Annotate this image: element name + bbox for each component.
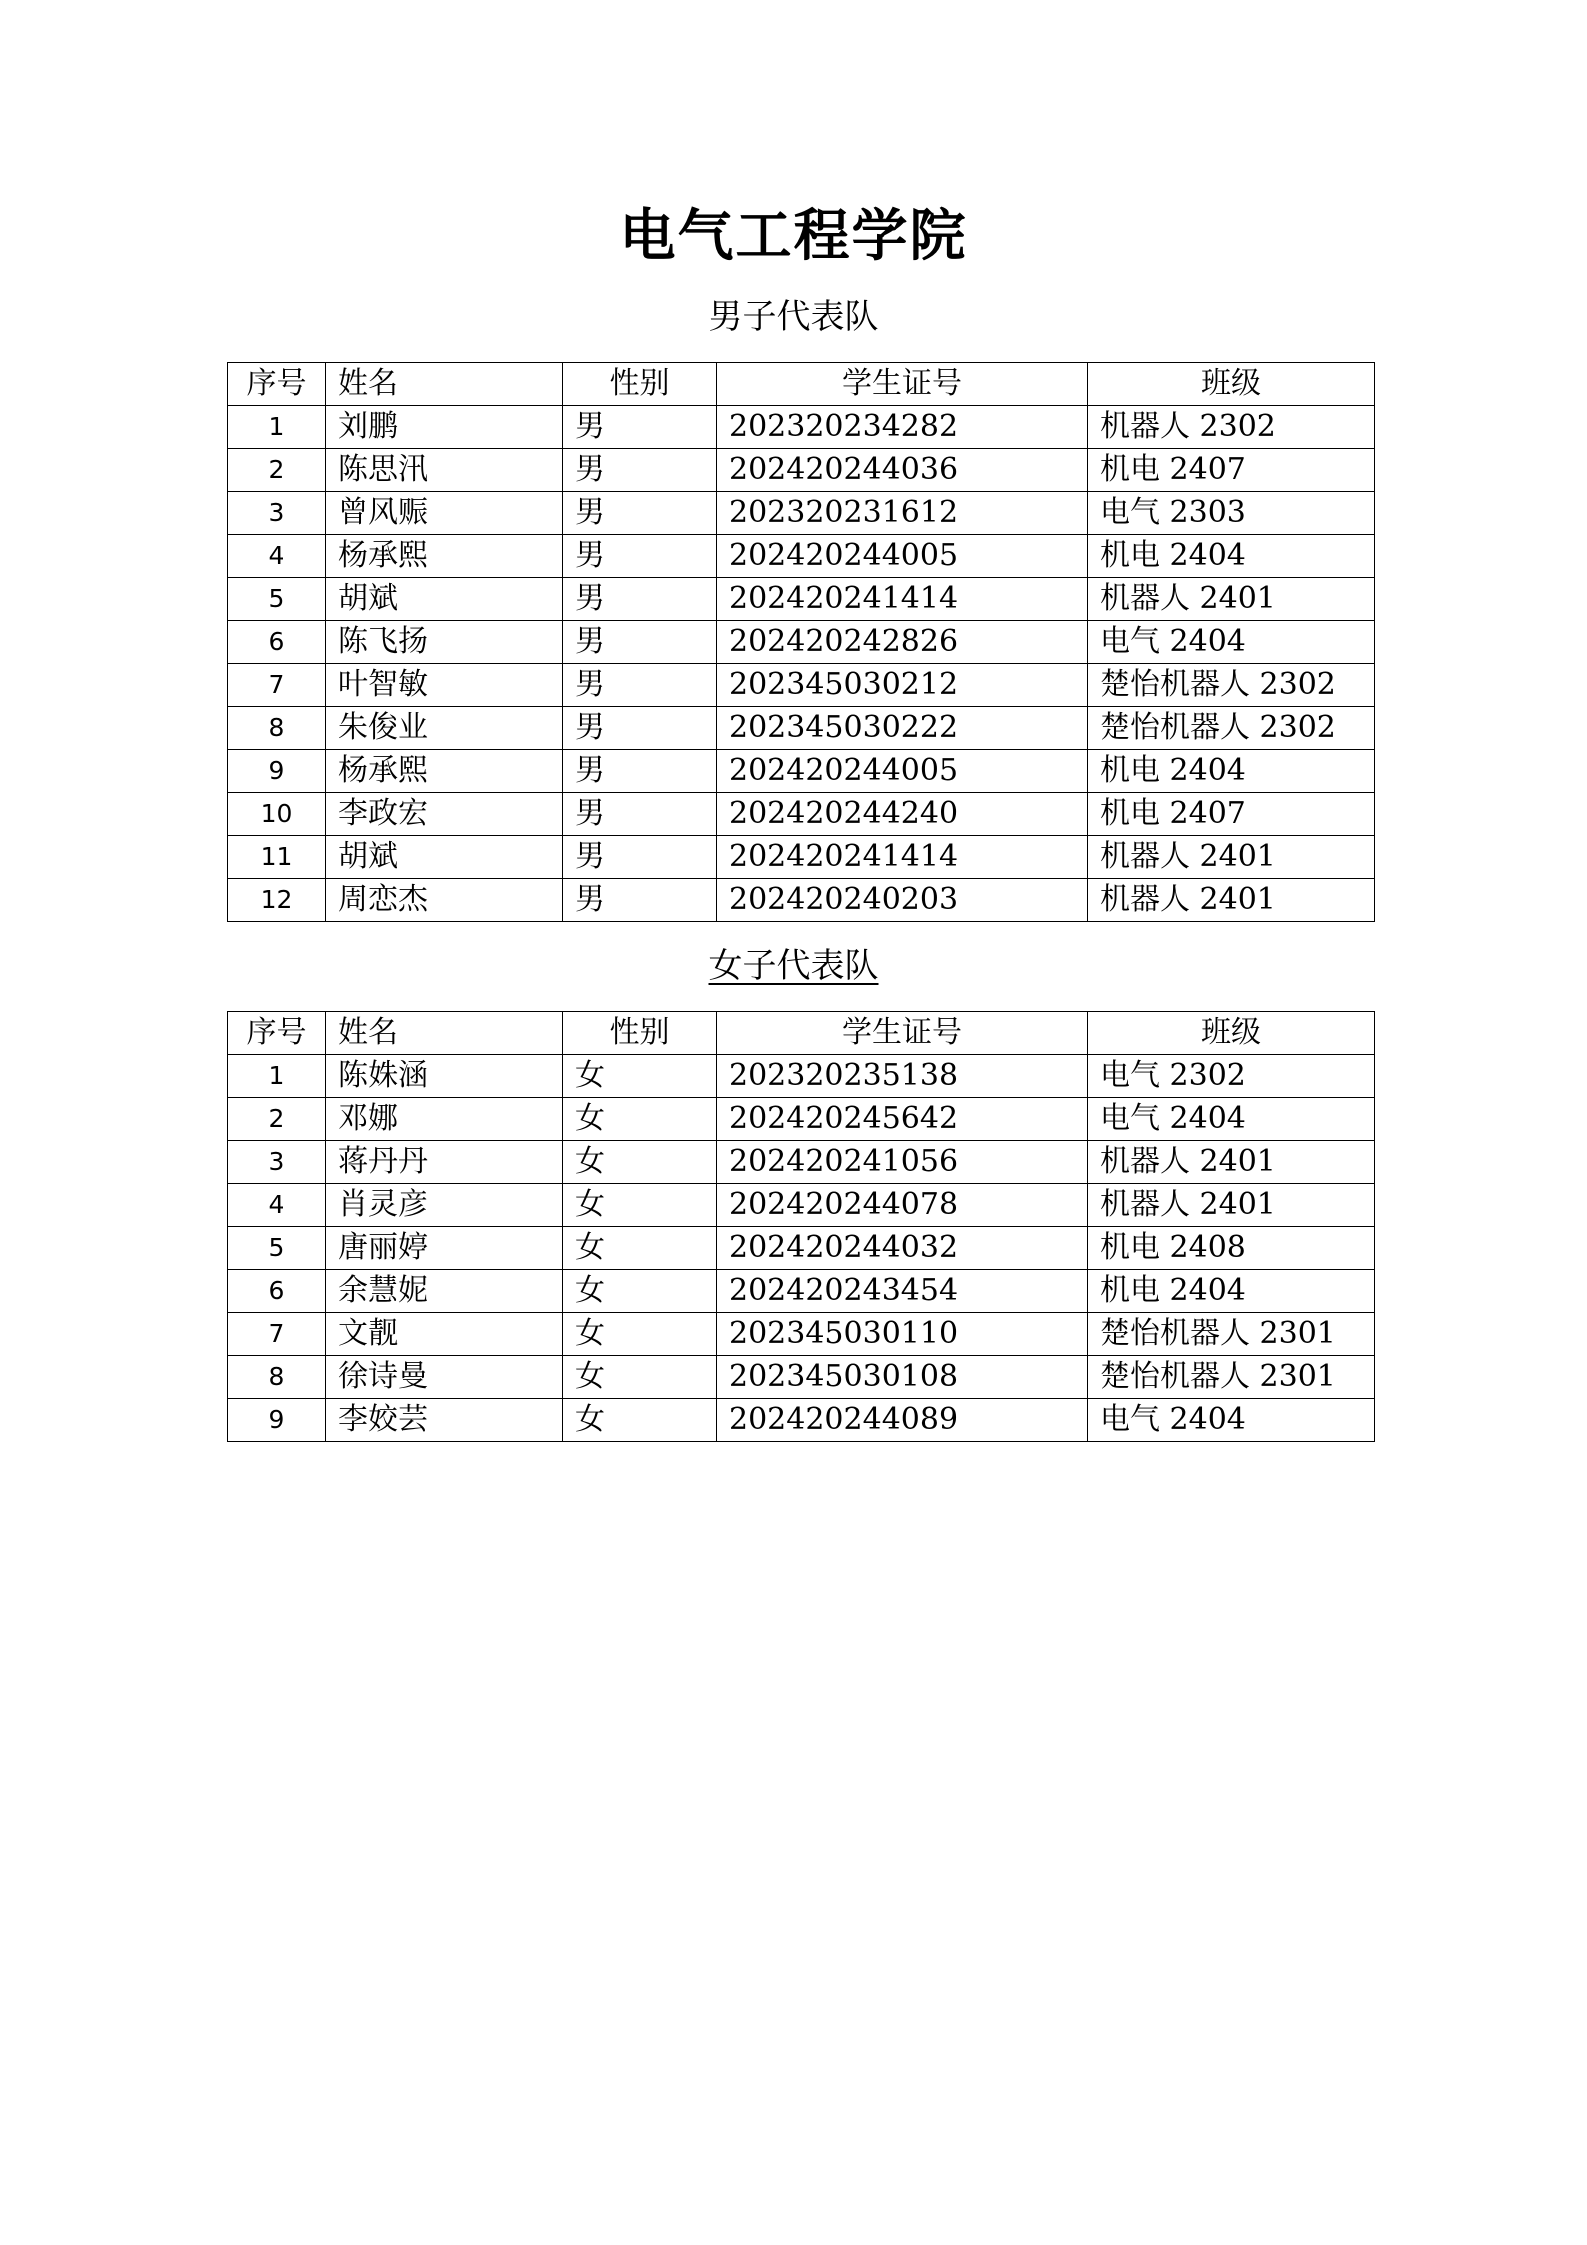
cell-gender: 女 xyxy=(563,1356,717,1399)
cell-gender: 女 xyxy=(563,1227,717,1270)
boys-team-title xyxy=(0,293,1587,341)
cell-student-id: 202420241056 xyxy=(717,1141,1088,1184)
cell-student-id: 202420244036 xyxy=(717,449,1088,492)
cell-student-id: 202345030222 xyxy=(717,707,1088,750)
cell-index: 6 xyxy=(228,621,326,664)
cell-class: 机器人 2401 xyxy=(1088,578,1375,621)
table-row xyxy=(228,1399,1375,1442)
cell-class: 机电 2407 xyxy=(1088,793,1375,836)
cell-student-id: 202320234282 xyxy=(717,406,1088,449)
page-title: 电气工程学院 xyxy=(619,203,968,269)
cell-name: 朱俊业 xyxy=(326,707,563,750)
cell-class: 机器人 2401 xyxy=(1088,1141,1375,1184)
table-row xyxy=(228,1098,1375,1141)
table-row xyxy=(228,750,1375,793)
cell-name: 叶智敏 xyxy=(326,664,563,707)
cell-student-id: 202420241414 xyxy=(717,836,1088,879)
cell-student-id: 202420244005 xyxy=(717,535,1088,578)
cell-index: 4 xyxy=(228,1184,326,1227)
cell-gender: 男 xyxy=(563,664,717,707)
cell-class: 楚怡机器人 2302 xyxy=(1088,707,1375,750)
table-row xyxy=(228,1356,1375,1399)
girls-team-title xyxy=(0,942,1587,990)
cell-student-id: 202420244078 xyxy=(717,1184,1088,1227)
table-row xyxy=(228,535,1375,578)
cell-class: 机器人 2401 xyxy=(1088,1184,1375,1227)
table-row xyxy=(228,1141,1375,1184)
table-row xyxy=(228,1313,1375,1356)
table-row xyxy=(228,578,1375,621)
cell-index: 3 xyxy=(228,1141,326,1184)
cell-name: 刘鹏 xyxy=(326,406,563,449)
cell-class: 电气 2404 xyxy=(1088,1098,1375,1141)
table-row xyxy=(228,707,1375,750)
girls-team-title-text: 女子代表队 xyxy=(708,946,879,986)
cell-student-id: 202420245642 xyxy=(717,1098,1088,1141)
cell-student-id: 202420244240 xyxy=(717,793,1088,836)
cell-student-id: 202420243454 xyxy=(717,1270,1088,1313)
cell-gender: 男 xyxy=(563,793,717,836)
cell-index: 9 xyxy=(228,750,326,793)
cell-student-id: 202420240203 xyxy=(717,879,1088,922)
cell-name: 邓娜 xyxy=(326,1098,563,1141)
table-row xyxy=(228,621,1375,664)
cell-index: 2 xyxy=(228,1098,326,1141)
cell-class: 楚怡机器人 2302 xyxy=(1088,664,1375,707)
cell-class: 机电 2407 xyxy=(1088,449,1375,492)
header-gender: 性别 xyxy=(563,1012,717,1055)
cell-student-id: 202320235138 xyxy=(717,1055,1088,1098)
cell-name: 杨承熙 xyxy=(326,750,563,793)
table-row xyxy=(228,1055,1375,1098)
cell-gender: 女 xyxy=(563,1055,717,1098)
cell-gender: 男 xyxy=(563,449,717,492)
cell-gender: 女 xyxy=(563,1270,717,1313)
cell-index: 9 xyxy=(228,1399,326,1442)
cell-index: 1 xyxy=(228,1055,326,1098)
cell-student-id: 202345030110 xyxy=(717,1313,1088,1356)
header-name: 姓名 xyxy=(326,363,563,406)
cell-student-id: 202420244032 xyxy=(717,1227,1088,1270)
cell-class: 机电 2404 xyxy=(1088,750,1375,793)
table-row xyxy=(228,492,1375,535)
cell-class: 楚怡机器人 2301 xyxy=(1088,1356,1375,1399)
table-row xyxy=(228,1184,1375,1227)
header-gender: 性别 xyxy=(563,363,717,406)
cell-gender: 男 xyxy=(563,879,717,922)
cell-gender: 男 xyxy=(563,535,717,578)
cell-class: 机电 2404 xyxy=(1088,535,1375,578)
cell-gender: 男 xyxy=(563,578,717,621)
cell-gender: 男 xyxy=(563,621,717,664)
cell-name: 陈姝涵 xyxy=(326,1055,563,1098)
cell-student-id: 202420244089 xyxy=(717,1399,1088,1442)
cell-gender: 女 xyxy=(563,1184,717,1227)
header-class: 班级 xyxy=(1088,1012,1375,1055)
cell-student-id: 202420242826 xyxy=(717,621,1088,664)
table-row xyxy=(228,1270,1375,1313)
table-row xyxy=(228,449,1375,492)
cell-name: 蒋丹丹 xyxy=(326,1141,563,1184)
cell-index: 12 xyxy=(228,879,326,922)
cell-student-id: 202420241414 xyxy=(717,578,1088,621)
girls-team-table xyxy=(227,1011,1375,1442)
cell-name: 唐丽婷 xyxy=(326,1227,563,1270)
cell-index: 11 xyxy=(228,836,326,879)
cell-name: 陈思汛 xyxy=(326,449,563,492)
cell-index: 8 xyxy=(228,1356,326,1399)
girls-table-header-row xyxy=(228,1012,1375,1055)
cell-gender: 男 xyxy=(563,836,717,879)
cell-index: 10 xyxy=(228,793,326,836)
cell-class: 机器人 2401 xyxy=(1088,836,1375,879)
cell-index: 5 xyxy=(228,1227,326,1270)
header-student-id: 学生证号 xyxy=(717,1012,1088,1055)
cell-gender: 男 xyxy=(563,406,717,449)
cell-name: 李政宏 xyxy=(326,793,563,836)
cell-gender: 男 xyxy=(563,492,717,535)
cell-class: 电气 2404 xyxy=(1088,621,1375,664)
header-student-id: 学生证号 xyxy=(717,363,1088,406)
table-row xyxy=(228,664,1375,707)
cell-class: 电气 2302 xyxy=(1088,1055,1375,1098)
header-class: 班级 xyxy=(1088,363,1375,406)
cell-index: 7 xyxy=(228,1313,326,1356)
boys-team-title-text: 男子代表队 xyxy=(708,297,879,337)
cell-class: 机电 2408 xyxy=(1088,1227,1375,1270)
cell-index: 2 xyxy=(228,449,326,492)
cell-student-id: 202320231612 xyxy=(717,492,1088,535)
cell-name: 徐诗曼 xyxy=(326,1356,563,1399)
cell-student-id: 202420244005 xyxy=(717,750,1088,793)
cell-class: 机器人 2302 xyxy=(1088,406,1375,449)
cell-student-id: 202345030212 xyxy=(717,664,1088,707)
cell-name: 周恋杰 xyxy=(326,879,563,922)
cell-name: 胡斌 xyxy=(326,836,563,879)
boys-table-header-row xyxy=(228,363,1375,406)
cell-name: 李姣芸 xyxy=(326,1399,563,1442)
boys-team-table xyxy=(227,362,1375,922)
header-index: 序号 xyxy=(228,1012,326,1055)
cell-class: 电气 2404 xyxy=(1088,1399,1375,1442)
cell-name: 胡斌 xyxy=(326,578,563,621)
table-row xyxy=(228,879,1375,922)
cell-index: 7 xyxy=(228,664,326,707)
header-name: 姓名 xyxy=(326,1012,563,1055)
cell-name: 曾风赈 xyxy=(326,492,563,535)
cell-index: 8 xyxy=(228,707,326,750)
table-row xyxy=(228,1227,1375,1270)
cell-index: 4 xyxy=(228,535,326,578)
boys-table-body xyxy=(228,406,1375,922)
cell-student-id: 202345030108 xyxy=(717,1356,1088,1399)
table-row xyxy=(228,836,1375,879)
girls-table-body xyxy=(228,1055,1375,1442)
cell-gender: 男 xyxy=(563,750,717,793)
cell-class: 机器人 2401 xyxy=(1088,879,1375,922)
cell-gender: 女 xyxy=(563,1399,717,1442)
cell-class: 电气 2303 xyxy=(1088,492,1375,535)
header-index: 序号 xyxy=(228,363,326,406)
cell-gender: 女 xyxy=(563,1098,717,1141)
cell-index: 3 xyxy=(228,492,326,535)
cell-name: 杨承熙 xyxy=(326,535,563,578)
cell-index: 5 xyxy=(228,578,326,621)
cell-name: 余慧妮 xyxy=(326,1270,563,1313)
cell-index: 1 xyxy=(228,406,326,449)
cell-gender: 女 xyxy=(563,1141,717,1184)
cell-gender: 男 xyxy=(563,707,717,750)
cell-name: 文靓 xyxy=(326,1313,563,1356)
cell-class: 楚怡机器人 2301 xyxy=(1088,1313,1375,1356)
cell-name: 陈飞扬 xyxy=(326,621,563,664)
table-row xyxy=(228,793,1375,836)
cell-class: 机电 2404 xyxy=(1088,1270,1375,1313)
table-row xyxy=(228,406,1375,449)
cell-index: 6 xyxy=(228,1270,326,1313)
cell-gender: 女 xyxy=(563,1313,717,1356)
cell-name: 肖灵彦 xyxy=(326,1184,563,1227)
